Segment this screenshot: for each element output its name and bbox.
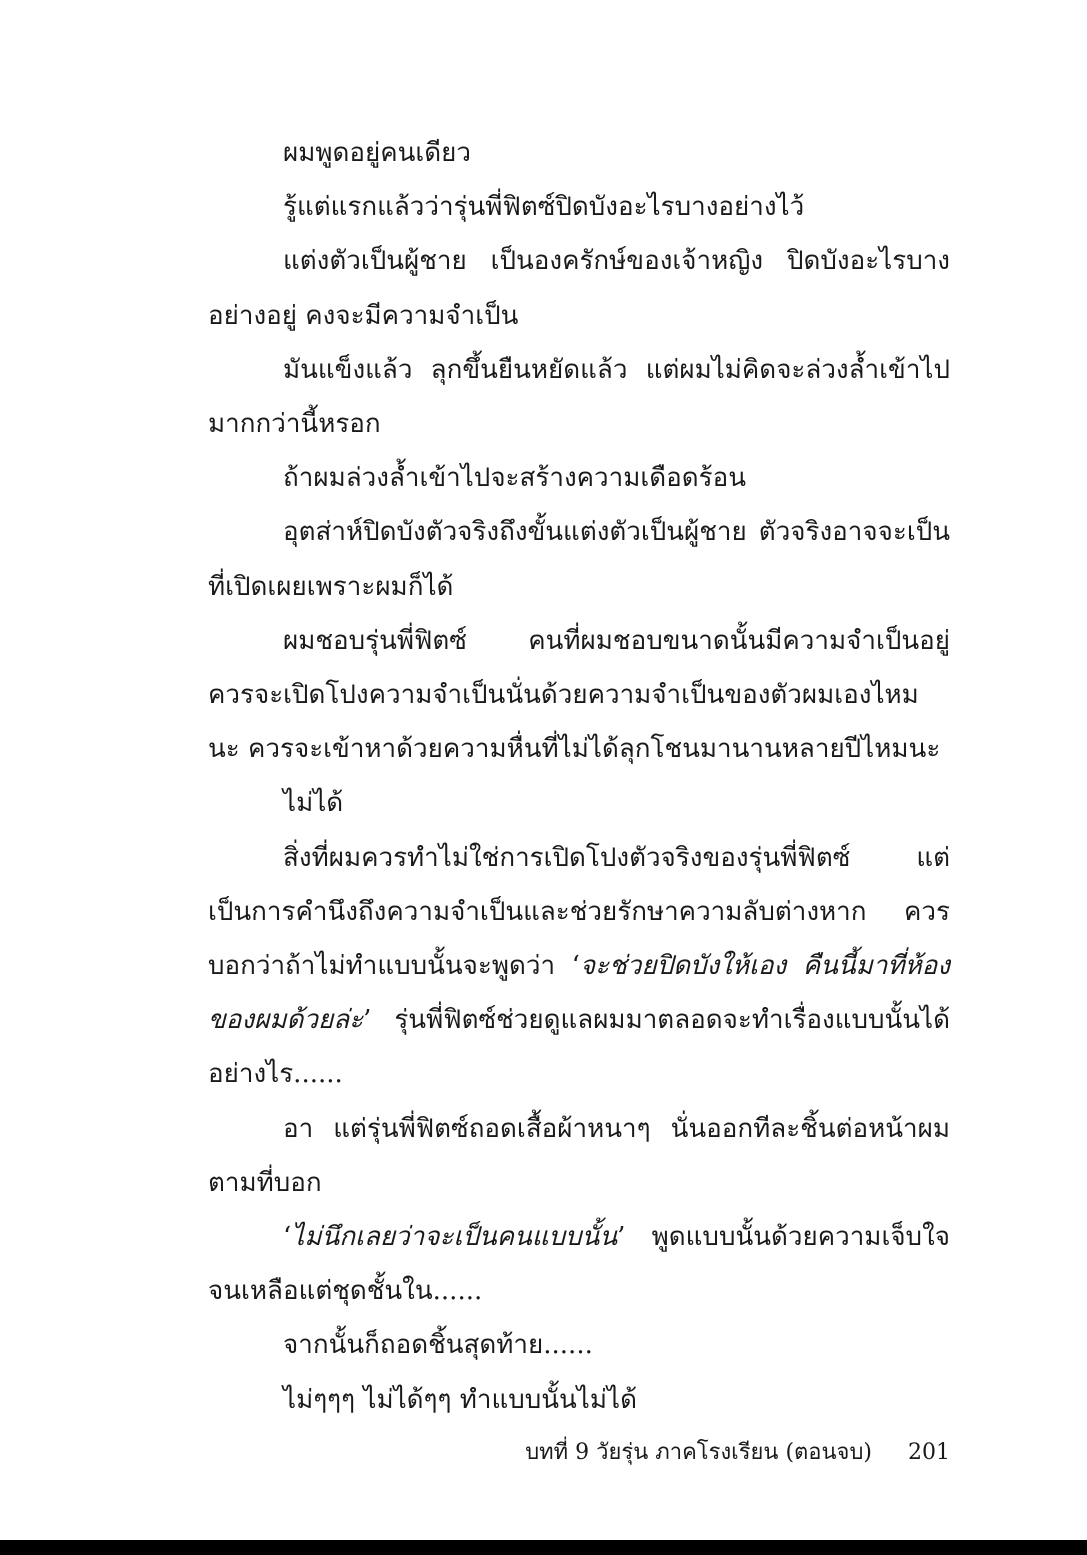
paragraph <box>208 776 950 830</box>
text-run: ไม่ได้ <box>283 788 344 819</box>
text-run: ‘ <box>283 1222 292 1253</box>
italic-text: จะช่วยปิดบังให้เอง คืนนี้มาที่ห้องของผมด้วยล่ะ <box>208 951 950 1036</box>
bottom-bar <box>0 1540 1087 1555</box>
text-run: อุตส่าห์ปิดบังตัวจริงถึงขั้นแต่งตัวเป็นผู้ชาย ตัวจริงอาจจะเป็นที่เปิดเผยเพราะผมก็ได้ <box>208 517 950 602</box>
paragraph <box>208 1373 950 1427</box>
text-run: ’ พูดแบบนั้นด้วยความเจ็บใจจนเหลือแต่ชุดชั้นใน...... <box>208 1222 950 1307</box>
text-run: แต่งตัวเป็นผู้ชาย เป็นองครักษ์ของเจ้าหญิง ปิดบังอะไรบางอย่างอยู่ คงจะมีความจำเป็น <box>208 246 950 331</box>
page-body <box>208 126 950 1427</box>
text-run: ผมชอบรุ่นพี่ฟิตซ์ คนที่ผมชอบขนาดนั้นมีความจำเป็นอยู่ ควรจะเปิดโปงความจำเป็นนั่นด้วยความจำเป็นของตัวผมเองไหมนะ ควรจะเข้าหาด้วยความหื่นที่ไม่ได้ลุกโชนมานานหลายปีไหมนะ <box>208 625 950 765</box>
paragraph <box>208 1210 950 1318</box>
text-run: ถ้าผมล่วงล้ำเข้าไปจะสร้างความเดือดร้อน <box>283 463 746 494</box>
paragraph <box>208 831 950 1102</box>
paragraph <box>208 180 950 234</box>
text-run: รู้แต่แรกแล้วว่ารุ่นพี่ฟิตซ์ปิดบังอะไรบางอย่างไว้ <box>283 192 805 223</box>
text-run: ผมพูดอยู่คนเดียว <box>283 138 472 168</box>
italic-text: ไม่นึกเลยว่าจะเป็นคนแบบนั้น <box>291 1222 618 1253</box>
text-run: มันแข็งแล้ว ลุกขึ้นยืนหยัดแล้ว แต่ผมไม่คิดจะล่วงล้ำเข้าไปมากกว่านี้หรอก <box>208 354 950 440</box>
page-number: 201 <box>908 1440 950 1465</box>
paragraph <box>208 614 950 777</box>
text-run: จากนั้นก็ถอดชิ้นสุดท้าย...... <box>283 1330 593 1361</box>
text-run: อา แต่รุ่นพี่ฟิตซ์ถอดเสื้อผ้าหนาๆ นั่นออกทีละชิ้นต่อหน้าผมตามที่บอก <box>208 1113 950 1198</box>
text-run: ’ รุ่นพี่ฟิตซ์ช่วยดูแลผมมาตลอดจะทำเรื่องแบบนั้นได้อย่างไร...... <box>208 1005 950 1090</box>
paragraph <box>208 234 950 342</box>
paragraph <box>208 505 950 613</box>
paragraph <box>208 1318 950 1372</box>
paragraph <box>208 343 950 451</box>
chapter-title: บทที่ 9 วัยรุ่น ภาคโรงเรียน (ตอนจบ) <box>525 1440 872 1465</box>
paragraph <box>208 451 950 505</box>
page-footer <box>525 1435 950 1471</box>
paragraph <box>208 1102 950 1210</box>
text-run: สิ่งที่ผมควรทำไม่ใช่การเปิดโปงตัวจริงของรุ่นพี่ฟิตซ์ แต่เป็นการคำนึงถึงความจำเป็นและช่วยรักษาความลับต่างหาก ควรบอกว่าถ้าไม่ทำแบบนั้นจะพูดว่า ‘ <box>208 842 950 982</box>
paragraph <box>208 126 950 180</box>
text-run: ไม่ๆๆๆ ไม่ได้ๆๆ ทำแบบนั้นไม่ได้ <box>283 1384 637 1415</box>
